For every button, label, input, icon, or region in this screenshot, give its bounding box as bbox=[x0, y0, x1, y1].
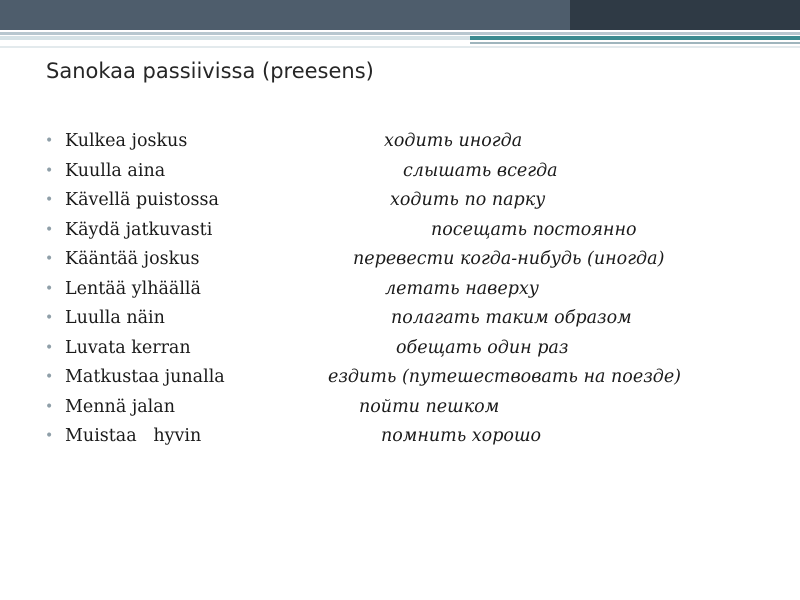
russian-translation: слышать всегда bbox=[403, 160, 558, 181]
russian-translation: перевести когда-нибудь (иногда) bbox=[353, 249, 665, 269]
bullet-icon: • bbox=[45, 162, 54, 179]
list-item bbox=[0, 397, 800, 427]
top-band-dark-segment bbox=[570, 0, 800, 30]
finnish-phrase: Lentää ylhäällä bbox=[65, 278, 201, 299]
russian-translation: обещать один раз bbox=[396, 337, 569, 358]
bullet-icon: • bbox=[45, 398, 54, 415]
finnish-phrase: Käydä jatkuvasti bbox=[65, 219, 213, 240]
bullet-icon: • bbox=[45, 251, 54, 267]
bullet-icon: • bbox=[45, 192, 54, 208]
bullet-icon: • bbox=[45, 280, 54, 297]
finnish-phrase: Kääntää joskus bbox=[65, 249, 200, 269]
russian-translation: ходить по парку bbox=[390, 190, 546, 210]
list-item bbox=[0, 131, 800, 161]
russian-translation: посещать постоянно bbox=[431, 219, 637, 240]
finnish-phrase: Kuulla aina bbox=[65, 160, 166, 181]
russian-translation: полагать таким образом bbox=[391, 308, 632, 328]
list-item bbox=[0, 190, 800, 220]
russian-translation: помнить хорошо bbox=[381, 426, 542, 446]
decorative-accent-bar bbox=[470, 36, 800, 40]
bullet-icon: • bbox=[45, 310, 54, 326]
bullet-icon: • bbox=[45, 428, 54, 444]
decorative-line bbox=[470, 42, 800, 44]
decorative-line bbox=[0, 32, 800, 35]
list-item bbox=[0, 249, 800, 279]
list-item bbox=[0, 426, 800, 456]
bullet-icon: • bbox=[45, 221, 54, 238]
bullet-icon: • bbox=[45, 339, 54, 356]
russian-translation: пойти пешком bbox=[359, 396, 500, 417]
russian-translation: летать наверху bbox=[385, 278, 539, 299]
russian-translation: ходить иногда bbox=[384, 131, 523, 151]
list-item bbox=[0, 161, 800, 191]
finnish-phrase: Luulla näin bbox=[65, 308, 165, 328]
bullet-icon: • bbox=[45, 369, 54, 385]
list-item bbox=[0, 308, 800, 338]
decorative-line bbox=[0, 46, 800, 48]
finnish-phrase: Muistaa hyvin bbox=[65, 426, 202, 446]
list-item bbox=[0, 367, 800, 397]
list-item bbox=[0, 220, 800, 250]
russian-translation: ездить (путешествовать на поезде) bbox=[328, 367, 682, 387]
bullet-list bbox=[0, 131, 800, 456]
list-item bbox=[0, 279, 800, 309]
finnish-phrase: Mennä jalan bbox=[65, 396, 175, 417]
slide-title: Sanokaa passiivissa (preesens) bbox=[46, 59, 374, 83]
finnish-phrase: Luvata kerran bbox=[65, 337, 191, 358]
bullet-icon: • bbox=[45, 133, 54, 149]
finnish-phrase: Kulkea joskus bbox=[65, 131, 188, 151]
finnish-phrase: Matkustaa junalla bbox=[65, 367, 225, 387]
finnish-phrase: Kävellä puistossa bbox=[65, 190, 219, 210]
list-item bbox=[0, 338, 800, 368]
